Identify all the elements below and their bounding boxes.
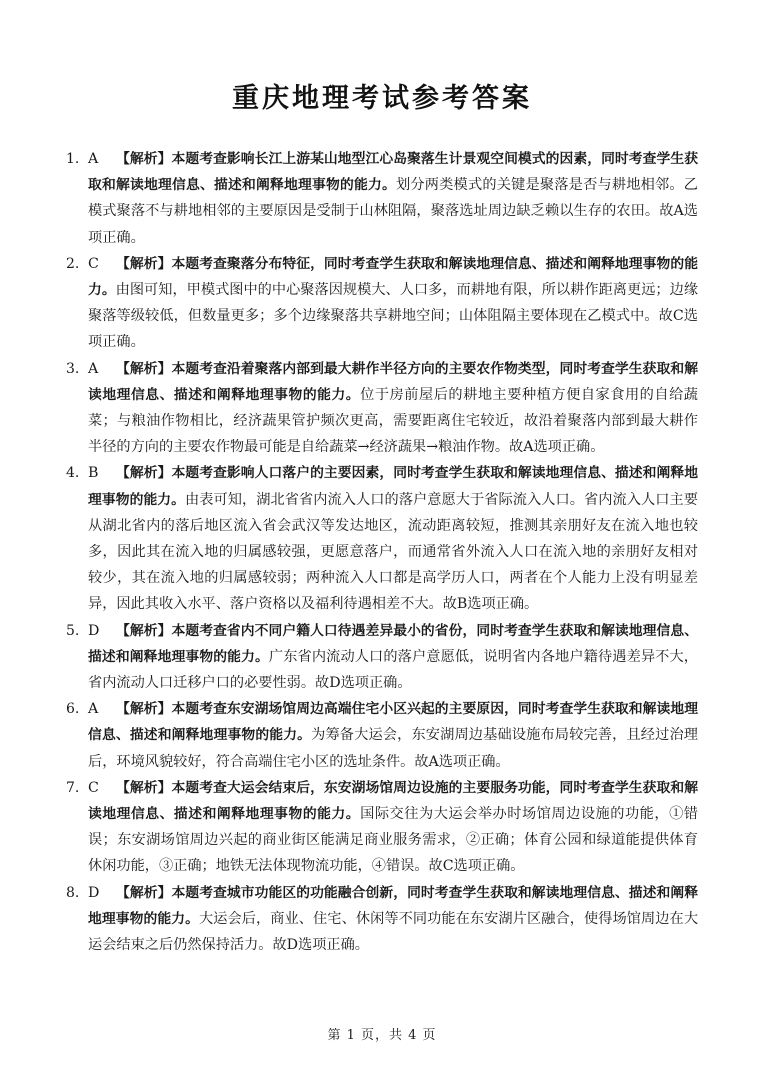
answer-choice: A: [88, 701, 99, 718]
page-footer: 第 1 页，共 4 页: [327, 1028, 437, 1043]
question-number: 5.: [66, 622, 80, 639]
answer-choice: A: [88, 360, 99, 377]
answer-text: [88, 146, 698, 251]
analysis-tag: 【解析】: [116, 151, 172, 167]
answer-text: [88, 618, 698, 697]
analysis-body: 广东省内流动人口的落户意愿低，说明省内各地户籍待遇差异不大，省内流动人口迁移户口的必要性弱。故D选项正确。: [88, 648, 698, 692]
question-number: 4.: [66, 465, 80, 482]
question-number: 2.: [66, 255, 80, 272]
analysis-lead: 本题考查聚落分布特征，同时考查学生获取和解读地理信息、描述和阐释地理事物的能力。: [88, 255, 699, 299]
answer-item-2: [66, 251, 698, 356]
answer-choice: C: [88, 255, 99, 272]
answer-item-8: [66, 880, 698, 959]
analysis-body: 由表可知，湖北省省内流入人口的落户意愿大于省际流入人口。省内流入人口主要从湖北省内的落后地区流入省会武汉等发达地区，流动距离较短，推测其亲朋好友在流入地也较多，因此其在流入地的归属感较强，更愿意落户，而通常省外流入人口在流入地的亲朋好友相对较少，其在流入地的归属感较弱；两种流入人口都是高学历人口，两者在个人能力上没有明显差异，因此其收入水平、落户资格以及福利待遇相差不大。故B选项正确。: [88, 491, 698, 613]
question-number: 1.: [66, 151, 80, 167]
answer-choice: A: [88, 151, 99, 167]
analysis-body: 为筹备大运会，东安湖周边基础设施布局较完善，且经过治理后，环境风貌较好，符合高端住宅小区的选址条件。故A选项正确。: [88, 727, 698, 770]
analysis-lead: 本题考查城市功能区的功能融合创新，同时考查学生获取和解读地理信息、描述和阐释地理事物的能力。: [88, 884, 699, 927]
analysis-body: 国际交往为大运会举办时场馆周边设施的功能，①错误；东安湖场馆周边兴起的商业街区能满足商业服务需求，②正确；体育公园和绿道能提供体育休闲功能，③正确；地铁无法体现物流功能，④错误。故C选项正确。: [88, 806, 698, 875]
answer-text: [88, 460, 698, 617]
answer-item-3: [66, 356, 698, 461]
answer-choice: B: [88, 465, 99, 482]
analysis-tag: 【解析】: [116, 465, 172, 482]
question-number: 6.: [66, 701, 80, 718]
answer-text: [88, 696, 698, 775]
answer-item-5: [66, 618, 698, 697]
analysis-body: 划分两类模式的关键是聚落是否与耕地相邻。乙模式聚落不与耕地相邻的主要原因是受制于山林阻隔，聚落选址周边缺乏赖以生存的农田。故A选项正确。: [88, 177, 698, 246]
answer-item-1: [66, 146, 698, 251]
analysis-tag: 【解析】: [116, 255, 172, 272]
analysis-lead: 本题考查沿着聚落内部到最大耕作半径方向的主要农作物类型，同时考查学生获取和解读地理信息、描述和阐释地理事物的能力。: [88, 360, 699, 403]
question-number: 8.: [66, 884, 80, 901]
answer-text: [88, 880, 698, 959]
answer-text: [88, 775, 698, 880]
question-number: 7.: [66, 779, 80, 796]
analysis-body: 由图可知，甲模式图中的中心聚落因规模大、人口多，而耕地有限，所以耕作距离更远；边缘聚落等级较低，但数量更多；多个边缘聚落共享耕地空间；山体阻隔主要体现在乙模式中。故C选项正确。: [88, 282, 699, 351]
analysis-lead: 本题考查省内不同户籍人口待遇差异最小的省份，同时考查学生获取和解读地理信息、描述和阐释地理事物的能力。: [88, 622, 699, 665]
answer-text: [88, 356, 698, 461]
analysis-body: 大运会后，商业、住宅、休闲等不同功能在东安湖片区融合，使得场馆周边在大运会结束之后仍然保持活力。故D选项正确。: [88, 910, 699, 954]
question-number: 3.: [66, 360, 80, 377]
analysis-tag: 【解析】: [116, 779, 172, 796]
answer-item-6: [66, 696, 698, 775]
answer-text: [88, 251, 698, 356]
answer-choice: C: [88, 779, 99, 796]
analysis-tag: 【解析】: [116, 701, 172, 718]
analysis-lead: 本题考查影响人口落户的主要因素，同时考查学生获取和解读地理信息、描述和阐释地理事物的能力。: [88, 465, 699, 508]
answer-choice: D: [88, 884, 100, 901]
analysis-body: 位于房前屋后的耕地主要种植方便自家食用的自给蔬菜；与粮油作物相比，经济蔬果管护频次更高，需要距离住宅较近，故沿着聚落内部到最大耕作半径的方向的主要农作物最可能是自给蔬菜→经济蔬果→粮油作物。故A选项正确。: [88, 386, 698, 456]
analysis-lead: 本题考查影响长江上游某山地型江心岛聚落生计景观空间模式的因素，同时考查学生获取和解读地理信息、描述和阐释地理事物的能力。: [88, 151, 699, 194]
page-title: 重庆地理考试参考答案: [232, 83, 532, 114]
analysis-lead: 本题考查大运会结束后，东安湖场馆周边设施的主要服务功能，同时考查学生获取和解读地理信息、描述和阐释地理事物的能力。: [88, 779, 699, 823]
analysis-tag: 【解析】: [116, 622, 172, 639]
analysis-lead: 本题考查东安湖场馆周边高端住宅小区兴起的主要原因，同时考查学生获取和解读地理信息、描述和阐释地理事物的能力。: [88, 701, 699, 744]
answer-list: [66, 146, 698, 958]
answer-item-4: [66, 460, 698, 617]
analysis-tag: 【解析】: [116, 884, 172, 901]
answer-choice: D: [88, 622, 100, 639]
analysis-tag: 【解析】: [116, 360, 172, 377]
answer-item-7: [66, 775, 698, 880]
